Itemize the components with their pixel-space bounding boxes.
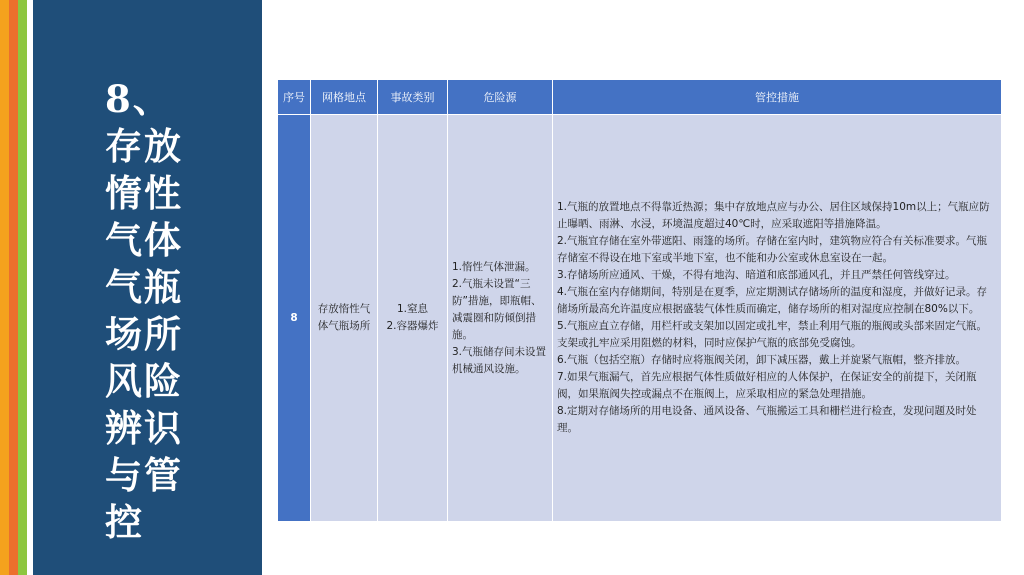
cell-hazard-source — [448, 115, 553, 522]
header-hazard-source: 危险源 — [448, 80, 553, 115]
header-control-measures: 管控措施 — [553, 80, 1002, 115]
control-measure-item: 6.气瓶（包括空瓶）存储时应将瓶阀关闭，卸下减压器，戴上并旋紧气瓶帽，整齐排放。 — [557, 354, 967, 366]
control-measure-item: 1.气瓶的放置地点不得靠近热源；集中存放地点应与办公、居住区域保持10m以上；气瓶应防止曝晒、雨淋、水浸，环境温度超过40℃时，应采取遮阳等措施降温。 — [557, 201, 990, 230]
page-title: 8、存放惰性气体气瓶场所风险辨识与管控 — [105, 77, 183, 544]
accident-type-item: 1.窒息 — [396, 303, 429, 315]
stripe-red-orange — [9, 0, 18, 575]
stripe-orange — [0, 0, 9, 575]
cell-control-measures — [553, 115, 1002, 522]
table-row — [278, 115, 1002, 522]
control-measure-item: 8.定期对存储场所的用电设备、通风设备、气瓶搬运工具和栅栏进行检查，发现问题及时处理。 — [557, 405, 977, 434]
cell-accident-type — [378, 115, 448, 522]
hazard-source-item: 1.惰性气体泄漏。 — [452, 260, 536, 273]
control-measure-item: 3.存储场所应通风、干燥，不得有地沟、暗道和底部通风孔，并且严禁任何管线穿过。 — [557, 269, 956, 281]
header-location: 网格地点 — [311, 80, 378, 115]
risk-control-table — [277, 79, 1002, 522]
cell-seq: 8 — [278, 115, 311, 522]
control-measure-item: 2.气瓶宜存储在室外带遮阳、雨篷的场所。存储在室内时，建筑物应符合有关标准要求。气瓶存储室不得设在地下室或半地下室，也不能和办公室或休息室设在一起。 — [557, 235, 988, 264]
stripe-green — [18, 0, 27, 575]
hazard-source-item: 2.气瓶未设置“三防”措施，即瓶帽、减震圈和防倾倒措施。 — [452, 277, 542, 341]
table-header-row — [278, 80, 1002, 115]
control-measure-item: 7.如果气瓶漏气，首先应根据气体性质做好相应的人体保护，在保证安全的前提下，关闭瓶阀，如果瓶阀失控或漏点不在瓶阀上，应采取相应的紧急处理措施。 — [557, 371, 977, 400]
header-seq: 序号 — [278, 80, 311, 115]
control-measure-item: 4.气瓶在室内存储期间，特别是在夏季，应定期测试存储场所的温度和湿度，并做好记录。存储场所最高允许温度应根据盛装气体性质而确定，储存场所的相对湿度应控制在80%以下。 — [557, 286, 988, 315]
hazard-source-item: 3.气瓶储存间未设置机械通风设施。 — [452, 345, 547, 375]
header-accident-type: 事故类别 — [378, 80, 448, 115]
cell-location: 存放惰性气体气瓶场所 — [311, 115, 378, 522]
control-measure-item: 5.气瓶应直立存储，用栏杆或支架加以固定或扎牢，禁止利用气瓶的瓶阀或头部来固定气瓶。支架或扎牢应采用阻燃的材料，同时应保护气瓶的底部免受腐蚀。 — [557, 320, 988, 349]
accident-type-item: 2.容器爆炸 — [386, 320, 439, 332]
